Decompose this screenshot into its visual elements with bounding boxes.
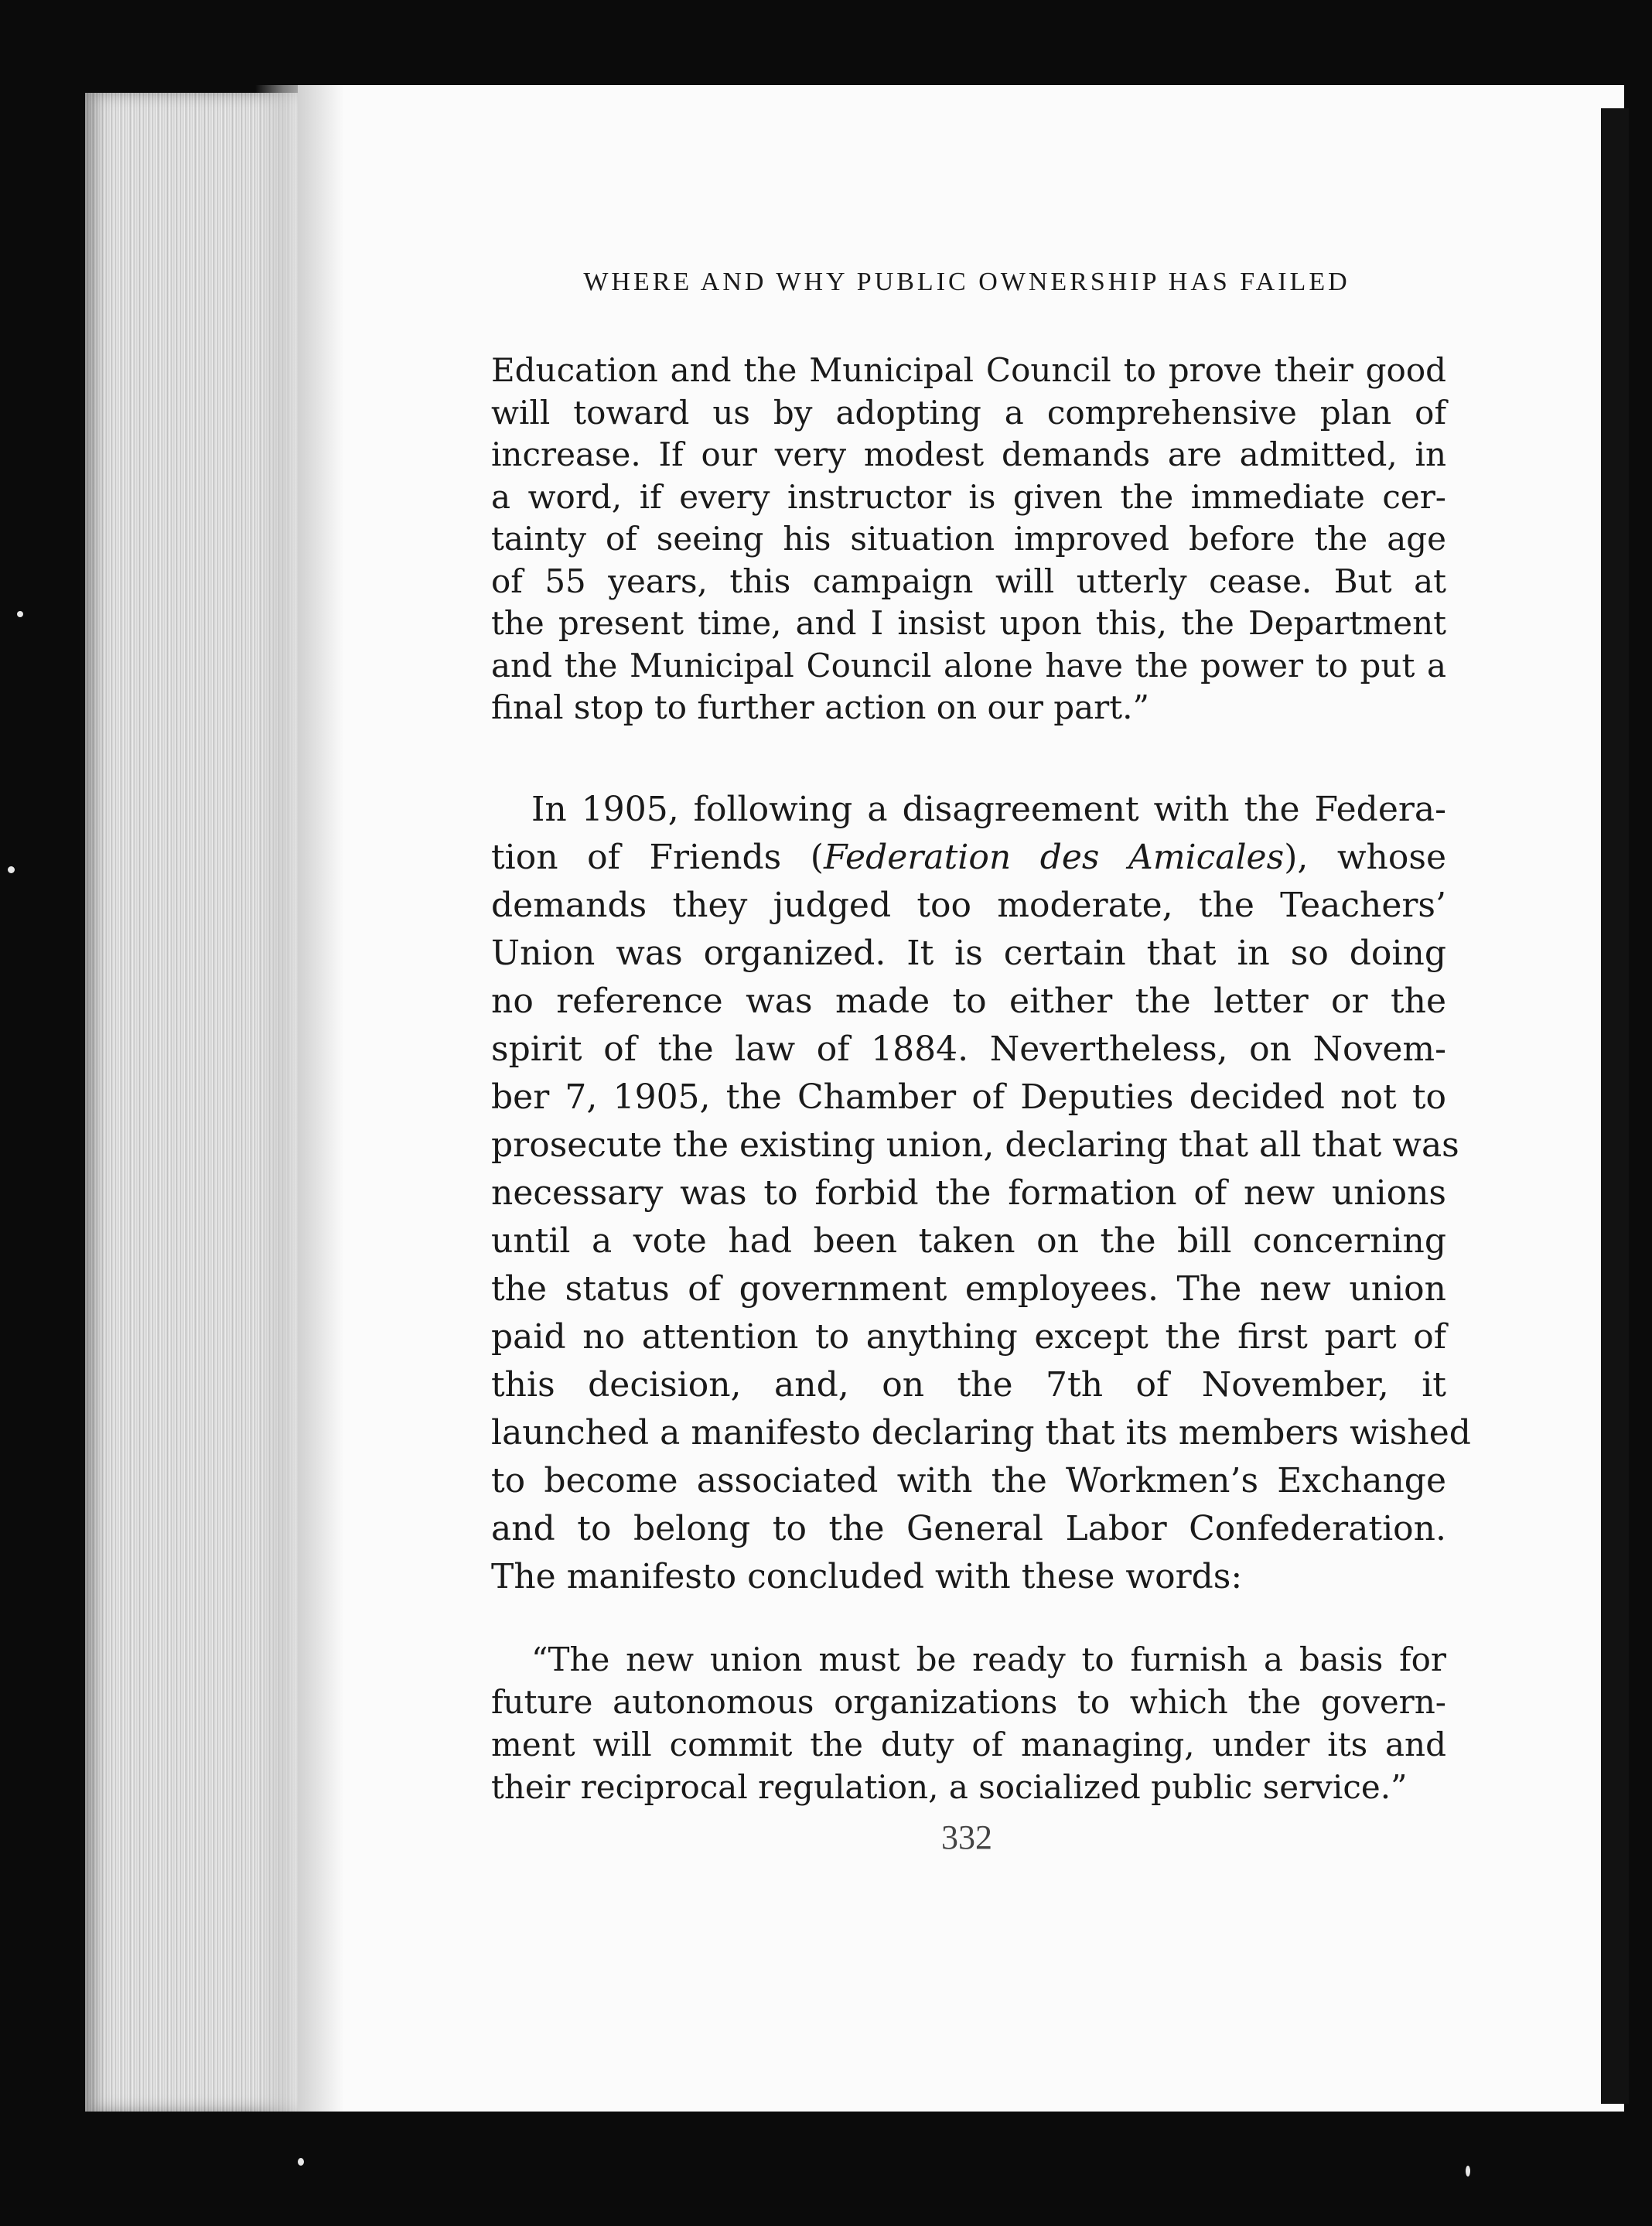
gutter-shadow — [298, 85, 344, 2112]
paragraph-1-line: of 55 years, this campaign will utterly cease. But at — [491, 562, 1446, 600]
paragraph-2-rest — [491, 882, 1471, 1601]
paragraph-1 — [491, 350, 1446, 729]
manifesto-quote — [491, 1638, 1446, 1808]
paragraph-2-line: until a vote had been taken on the bill concerning — [491, 1221, 1446, 1261]
paragraph-2-line: Union was organized. It is certain that in so doing — [491, 934, 1446, 973]
paragraph-2-line: prosecute the existing union, declaring that all that was — [491, 1125, 1459, 1165]
paragraph-1-line: tainty of seeing his situation improved before the age — [491, 520, 1446, 558]
running-head: WHERE AND WHY PUBLIC OWNERSHIP HAS FAILED — [583, 268, 1350, 296]
page-number: 332 — [941, 1818, 992, 1856]
paragraph-2-line: this decision, and, on the 7th of November, it — [491, 1365, 1446, 1405]
paragraph-1-line: will toward us by adopting a comprehensive plan of — [491, 393, 1446, 432]
paragraph-continued-quote — [491, 350, 1446, 729]
paragraph-2-line-1: In 1905, following a disagreement with the Federa- — [531, 790, 1446, 829]
paragraph-2-line-2-before: tion of Friends ( — [491, 838, 824, 877]
italic-title: Federation des Amicales — [823, 838, 1285, 877]
quote-line: future autonomous organizations to which the govern- — [491, 1683, 1446, 1721]
paragraph-2-line-2 — [491, 834, 1446, 882]
paragraph-2 — [491, 786, 1471, 1601]
paragraph-2-line: to become associated with the Workmen’s Exchange — [491, 1461, 1446, 1501]
quote-line: their reciprocal regulation, a socialized public service.” — [491, 1768, 1408, 1806]
scan-speck — [298, 2158, 304, 2166]
paragraph-2-line: ber 7, 1905, the Chamber of Deputies decided not to — [491, 1077, 1446, 1117]
paragraph-1905-union — [491, 786, 1471, 1601]
quote-paragraph — [491, 1638, 1446, 1808]
paragraph-2-line: necessary was to forbid the formation of new unions — [491, 1173, 1446, 1213]
paragraph-2-line: no reference was made to either the letter or the — [491, 982, 1446, 1021]
paragraph-1-line: the present time, and I insist upon this, the Department — [491, 604, 1446, 642]
paragraph-2-line-2-after: ), whose — [1284, 838, 1447, 877]
scan-speck — [8, 866, 15, 873]
scan-speck — [17, 611, 23, 617]
paragraph-1-line: a word, if every instructor is given the immediate cer- — [491, 477, 1446, 516]
paragraph-1-line: increase. If our very modest demands are admitted, in — [491, 435, 1446, 473]
paragraph-2-line: demands they judged too moderate, the Teachers’ — [491, 886, 1446, 925]
paragraph-2-line: the status of government employees. The new union — [491, 1269, 1446, 1309]
paragraph-2-line: and to belong to the General Labor Confederation. — [491, 1509, 1446, 1548]
paragraph-2-line: launched a manifesto declaring that its members wished — [491, 1413, 1471, 1453]
quote-line: ment will commit the duty of managing, under its and — [491, 1726, 1446, 1763]
paragraph-1-line: and the Municipal Council alone have the power to put a — [491, 646, 1446, 685]
paragraph-2-line: spirit of the law of 1884. Nevertheless, on Novem- — [491, 1029, 1446, 1069]
next-page-edge — [1601, 108, 1629, 2104]
quote-line: “The new union must be ready to furnish a basis for — [531, 1640, 1446, 1678]
paragraph-2-line: The manifesto concluded with these words: — [491, 1557, 1243, 1596]
paragraph-2-line: paid no attention to anything except the first part of — [491, 1317, 1446, 1357]
paragraph-1-line: final stop to further action on our part.” — [491, 688, 1149, 726]
scan-speck — [1466, 2166, 1470, 2176]
paragraph-1-line: Education and the Municipal Council to prove their good — [491, 351, 1446, 389]
